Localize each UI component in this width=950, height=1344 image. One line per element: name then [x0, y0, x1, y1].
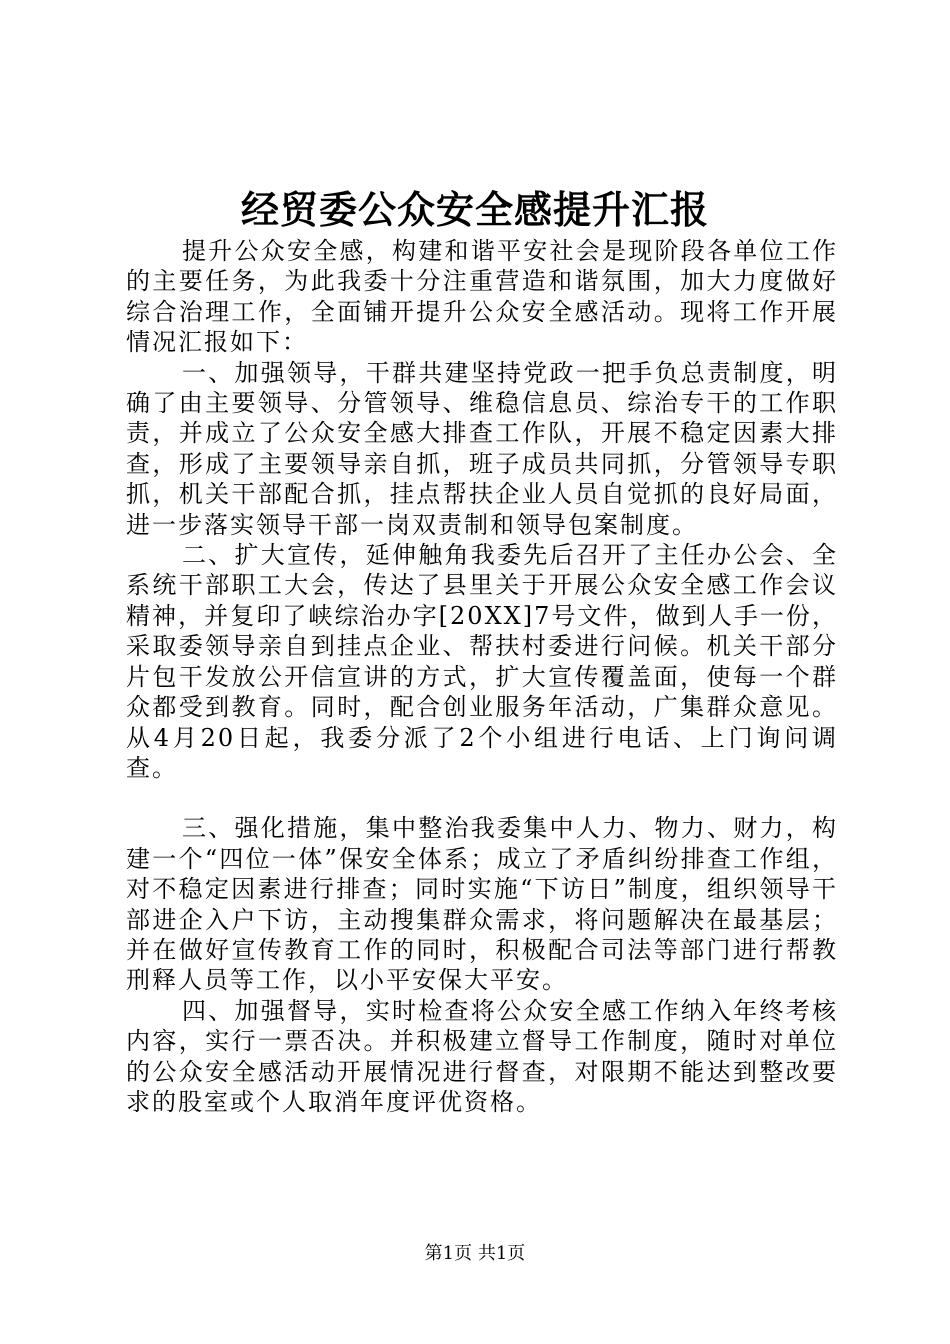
- paragraph-section-4: 四、加强督导，实时检查将公众安全感工作纳入年终考核内容，实行一票否决。并积极建立督导工作制度，随时对单位的公众安全感活动开展情况进行督查，对限期不能达到整改要求的股室或个人取消年度评优资格。: [126, 996, 838, 1116]
- page-footer: 第1页 共1页: [424, 1243, 526, 1264]
- paragraph-section-1: 一、加强领导，干群共建坚持党政一把手负总责制度，明确了由主要领导、分管领导、维稳信息员、综治专干的工作职责，并成立了公众安全感大排查工作队，开展不稳定因素大排查，形成了主要领导亲自抓，班子成员共同抓，分管领导专职抓，机关干部配合抓，挂点帮扶企业人员自觉抓的良好局面，进一步落实领导干部一岗双责制和领导包案制度。: [126, 358, 838, 539]
- document-title: 经贸委公众安全感提升汇报: [240, 187, 709, 232]
- paragraph-intro: 提升公众安全感，构建和谐平安社会是现阶段各单位工作的主要任务，为此我委十分注重营造和谐氛围，加大力度做好综合治理工作，全面铺开提升公众安全感活动。现将工作开展情况汇报如下：: [126, 237, 838, 357]
- paragraph-section-3: 三、强化措施，集中整治我委集中人力、物力、财力，构建一个“四位一体”保安全体系；成立了矛盾纠纷排查工作组，对不稳定因素进行排查；同时实施“下访日”制度，组织领导干部进企入户下访，主动搜集群众需求，将问题解决在最基层；并在做好宣传教育工作的同时，积极配合司法等部门进行帮教刑释人员等工作，以小平安保大平安。: [126, 814, 838, 995]
- document-body: [126, 236, 838, 1117]
- paragraph-section-2: 二、扩大宣传，延伸触角我委先后召开了主任办公会、全系统干部职工大会，传达了县里关于开展公众安全感工作会议精神，并复印了峡综治办字[20XX]7号文件，做到人手一份，采取委领导亲自到挂点企业、帮扶村委进行问候。机关干部分片包干发放公开信宣讲的方式，扩大宣传覆盖面，使每一个群众都受到教育。同时，配合创业服务年活动，广集群众意见。从4月20日起，我委分派了2个小组进行电话、上门询问调查。: [126, 541, 838, 782]
